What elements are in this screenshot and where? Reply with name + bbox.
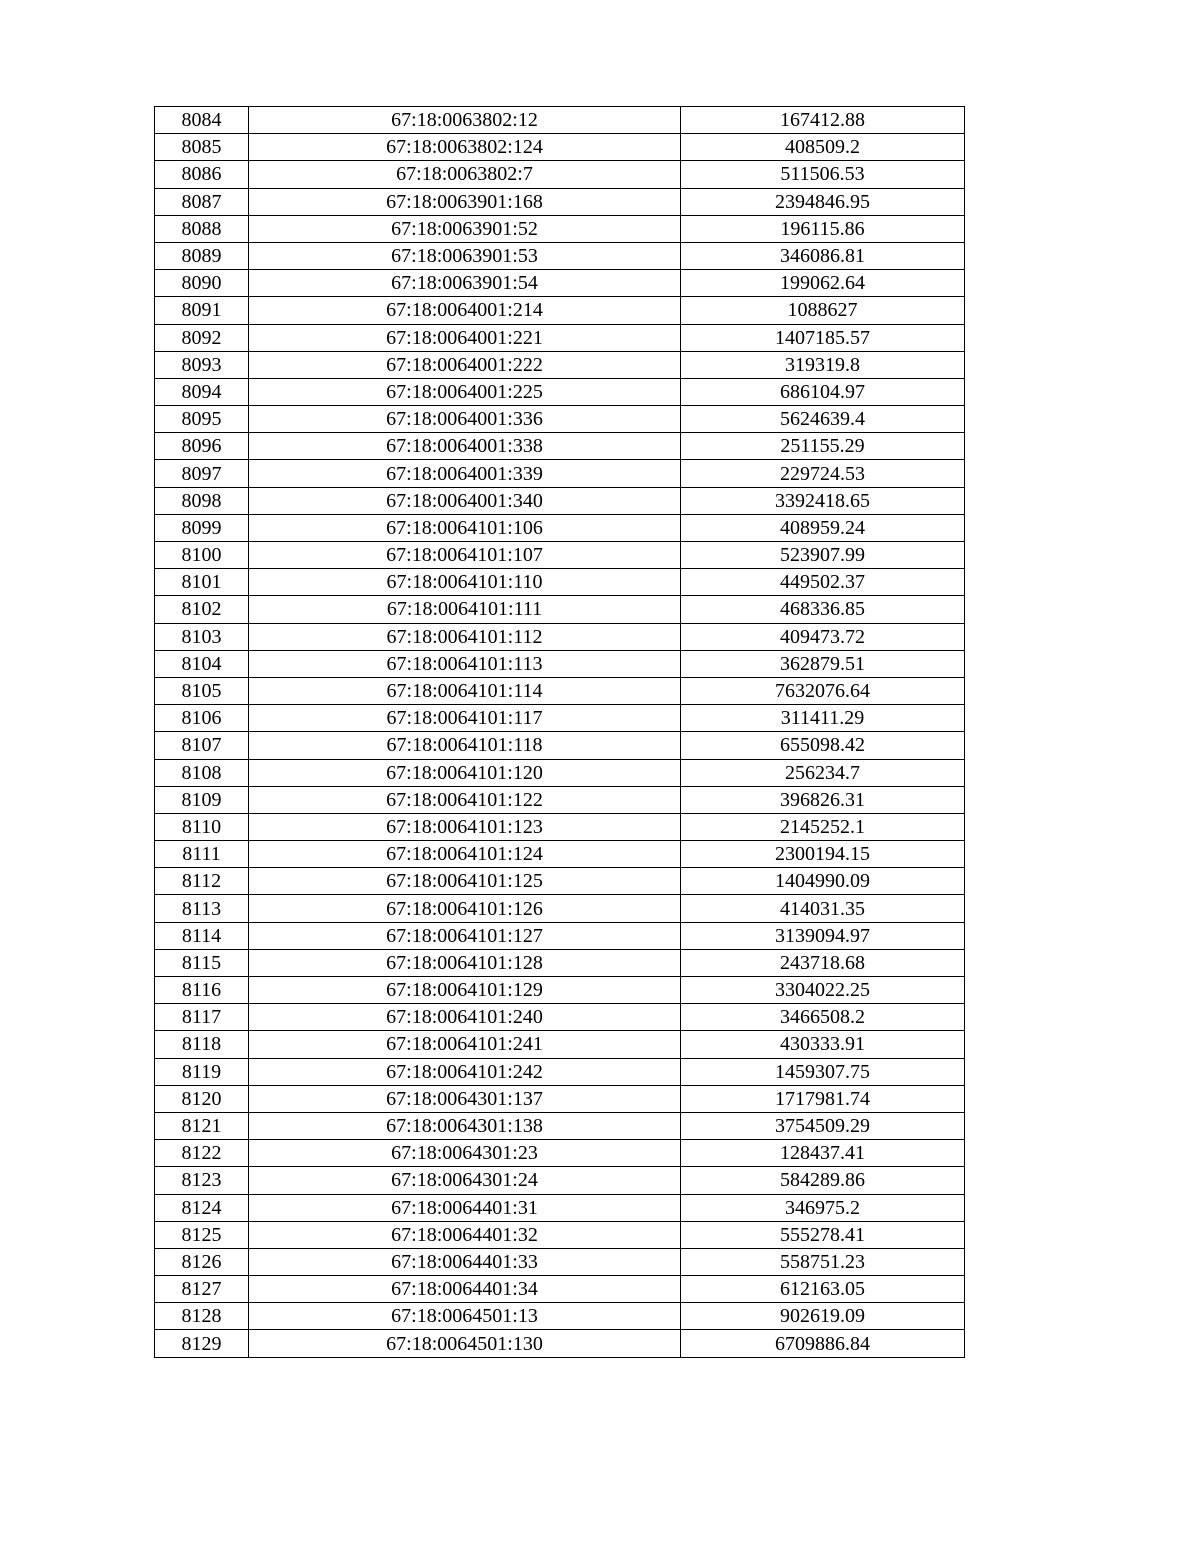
cadastral-number-cell: 67:18:0064101:111	[249, 596, 681, 623]
row-number-cell: 8111	[155, 841, 249, 868]
value-cell: 396826.31	[681, 786, 965, 813]
table-row	[155, 460, 965, 487]
row-number-cell: 8086	[155, 161, 249, 188]
cadastral-number-cell: 67:18:0064001:338	[249, 433, 681, 460]
table-row	[155, 324, 965, 351]
table-row	[155, 813, 965, 840]
row-number-cell: 8115	[155, 949, 249, 976]
value-cell: 408509.2	[681, 134, 965, 161]
table-row	[155, 107, 965, 134]
row-number-cell: 8085	[155, 134, 249, 161]
cadastral-number-cell: 67:18:0063901:52	[249, 215, 681, 242]
row-number-cell: 8109	[155, 786, 249, 813]
cadastral-number-cell: 67:18:0064101:107	[249, 542, 681, 569]
value-cell: 6709886.84	[681, 1330, 965, 1357]
row-number-cell: 8107	[155, 732, 249, 759]
cadastral-number-cell: 67:18:0064001:225	[249, 378, 681, 405]
cadastral-number-cell: 67:18:0064001:340	[249, 487, 681, 514]
cadastral-number-cell: 67:18:0064101:120	[249, 759, 681, 786]
row-number-cell: 8126	[155, 1248, 249, 1275]
row-number-cell: 8093	[155, 351, 249, 378]
row-number-cell: 8116	[155, 977, 249, 1004]
table-row	[155, 623, 965, 650]
cadastral-number-cell: 67:18:0063802:12	[249, 107, 681, 134]
value-cell: 3466508.2	[681, 1004, 965, 1031]
row-number-cell: 8128	[155, 1303, 249, 1330]
value-cell: 558751.23	[681, 1248, 965, 1275]
table-row	[155, 1058, 965, 1085]
table-row	[155, 596, 965, 623]
table-row	[155, 949, 965, 976]
row-number-cell: 8091	[155, 297, 249, 324]
value-cell: 1088627	[681, 297, 965, 324]
cadastral-number-cell: 67:18:0064101:129	[249, 977, 681, 1004]
cadastral-number-cell: 67:18:0063802:7	[249, 161, 681, 188]
row-number-cell: 8103	[155, 623, 249, 650]
cadastral-number-cell: 67:18:0063802:124	[249, 134, 681, 161]
table-row	[155, 1167, 965, 1194]
row-number-cell: 8120	[155, 1085, 249, 1112]
table-row	[155, 297, 965, 324]
table-row	[155, 1004, 965, 1031]
value-cell: 346086.81	[681, 242, 965, 269]
value-cell: 199062.64	[681, 270, 965, 297]
cadastral-number-cell: 67:18:0064101:128	[249, 949, 681, 976]
row-number-cell: 8112	[155, 868, 249, 895]
row-number-cell: 8113	[155, 895, 249, 922]
cadastral-number-cell: 67:18:0064101:110	[249, 569, 681, 596]
table-row	[155, 1221, 965, 1248]
row-number-cell: 8117	[155, 1004, 249, 1031]
row-number-cell: 8105	[155, 677, 249, 704]
cadastral-number-cell: 67:18:0064101:241	[249, 1031, 681, 1058]
value-cell: 408959.24	[681, 514, 965, 541]
row-number-cell: 8129	[155, 1330, 249, 1357]
table-row	[155, 732, 965, 759]
table-row	[155, 433, 965, 460]
value-cell: 468336.85	[681, 596, 965, 623]
value-cell: 414031.35	[681, 895, 965, 922]
value-cell: 256234.7	[681, 759, 965, 786]
value-cell: 1404990.09	[681, 868, 965, 895]
value-cell: 311411.29	[681, 705, 965, 732]
value-cell: 3139094.97	[681, 922, 965, 949]
table-row	[155, 351, 965, 378]
table-row	[155, 1248, 965, 1275]
table-row	[155, 215, 965, 242]
table-row	[155, 242, 965, 269]
cadastral-number-cell: 67:18:0064101:242	[249, 1058, 681, 1085]
cadastral-number-cell: 67:18:0064101:113	[249, 650, 681, 677]
value-cell: 243718.68	[681, 949, 965, 976]
table-row	[155, 514, 965, 541]
cadastral-number-cell: 67:18:0064401:31	[249, 1194, 681, 1221]
table-row	[155, 188, 965, 215]
table-row	[155, 378, 965, 405]
row-number-cell: 8122	[155, 1140, 249, 1167]
value-cell: 902619.09	[681, 1303, 965, 1330]
row-number-cell: 8098	[155, 487, 249, 514]
cadastral-number-cell: 67:18:0064101:112	[249, 623, 681, 650]
table-row	[155, 161, 965, 188]
row-number-cell: 8110	[155, 813, 249, 840]
cadastral-number-cell: 67:18:0063901:168	[249, 188, 681, 215]
value-cell: 3304022.25	[681, 977, 965, 1004]
cadastral-number-cell: 67:18:0064001:214	[249, 297, 681, 324]
value-cell: 511506.53	[681, 161, 965, 188]
row-number-cell: 8106	[155, 705, 249, 732]
cadastral-number-cell: 67:18:0064101:114	[249, 677, 681, 704]
value-cell: 584289.86	[681, 1167, 965, 1194]
cadastral-number-cell: 67:18:0064401:32	[249, 1221, 681, 1248]
table-row	[155, 487, 965, 514]
value-cell: 1407185.57	[681, 324, 965, 351]
table-row	[155, 1276, 965, 1303]
value-cell: 3392418.65	[681, 487, 965, 514]
row-number-cell: 8108	[155, 759, 249, 786]
row-number-cell: 8096	[155, 433, 249, 460]
value-cell: 409473.72	[681, 623, 965, 650]
table-row	[155, 406, 965, 433]
value-cell: 2394846.95	[681, 188, 965, 215]
value-cell: 2300194.15	[681, 841, 965, 868]
cadastral-number-cell: 67:18:0064101:240	[249, 1004, 681, 1031]
row-number-cell: 8123	[155, 1167, 249, 1194]
value-cell: 319319.8	[681, 351, 965, 378]
table-row	[155, 759, 965, 786]
table-body	[155, 107, 965, 1358]
table-row	[155, 1330, 965, 1357]
value-cell: 449502.37	[681, 569, 965, 596]
cadastral-number-cell: 67:18:0064101:117	[249, 705, 681, 732]
row-number-cell: 8099	[155, 514, 249, 541]
value-cell: 5624639.4	[681, 406, 965, 433]
table-row	[155, 786, 965, 813]
row-number-cell: 8119	[155, 1058, 249, 1085]
row-number-cell: 8097	[155, 460, 249, 487]
table-row	[155, 977, 965, 1004]
row-number-cell: 8095	[155, 406, 249, 433]
table-row	[155, 677, 965, 704]
row-number-cell: 8102	[155, 596, 249, 623]
value-cell: 555278.41	[681, 1221, 965, 1248]
row-number-cell: 8114	[155, 922, 249, 949]
cadastral-number-cell: 67:18:0064301:137	[249, 1085, 681, 1112]
row-number-cell: 8125	[155, 1221, 249, 1248]
value-cell: 655098.42	[681, 732, 965, 759]
table-row	[155, 1085, 965, 1112]
table-row	[155, 542, 965, 569]
value-cell: 346975.2	[681, 1194, 965, 1221]
cadastral-number-cell: 67:18:0063901:54	[249, 270, 681, 297]
value-cell: 686104.97	[681, 378, 965, 405]
cadastral-number-cell: 67:18:0064001:222	[249, 351, 681, 378]
row-number-cell: 8084	[155, 107, 249, 134]
value-cell: 229724.53	[681, 460, 965, 487]
value-cell: 612163.05	[681, 1276, 965, 1303]
table-row	[155, 1194, 965, 1221]
row-number-cell: 8104	[155, 650, 249, 677]
row-number-cell: 8118	[155, 1031, 249, 1058]
table-row	[155, 922, 965, 949]
row-number-cell: 8090	[155, 270, 249, 297]
cadastral-number-cell: 67:18:0064501:13	[249, 1303, 681, 1330]
table-row	[155, 1112, 965, 1139]
cadastral-number-cell: 67:18:0064301:23	[249, 1140, 681, 1167]
value-cell: 362879.51	[681, 650, 965, 677]
cadastral-number-cell: 67:18:0064101:127	[249, 922, 681, 949]
table-row	[155, 868, 965, 895]
table-row	[155, 895, 965, 922]
table-row	[155, 841, 965, 868]
cadastral-number-cell: 67:18:0064501:130	[249, 1330, 681, 1357]
table-row	[155, 569, 965, 596]
cadastral-number-cell: 67:18:0064401:33	[249, 1248, 681, 1275]
value-cell: 128437.41	[681, 1140, 965, 1167]
cadastral-number-cell: 67:18:0064001:339	[249, 460, 681, 487]
cadastral-number-cell: 67:18:0064101:106	[249, 514, 681, 541]
cadastral-number-cell: 67:18:0064101:118	[249, 732, 681, 759]
value-cell: 2145252.1	[681, 813, 965, 840]
value-cell: 7632076.64	[681, 677, 965, 704]
row-number-cell: 8092	[155, 324, 249, 351]
value-cell: 1459307.75	[681, 1058, 965, 1085]
table-row	[155, 134, 965, 161]
row-number-cell: 8094	[155, 378, 249, 405]
cadastral-number-cell: 67:18:0064101:126	[249, 895, 681, 922]
row-number-cell: 8089	[155, 242, 249, 269]
cadastral-number-cell: 67:18:0064001:221	[249, 324, 681, 351]
cadastral-number-cell: 67:18:0064101:122	[249, 786, 681, 813]
row-number-cell: 8088	[155, 215, 249, 242]
cadastral-number-cell: 67:18:0063901:53	[249, 242, 681, 269]
row-number-cell: 8100	[155, 542, 249, 569]
table-row	[155, 270, 965, 297]
row-number-cell: 8124	[155, 1194, 249, 1221]
value-cell: 430333.91	[681, 1031, 965, 1058]
cadastral-number-cell: 67:18:0064301:24	[249, 1167, 681, 1194]
value-cell: 3754509.29	[681, 1112, 965, 1139]
row-number-cell: 8087	[155, 188, 249, 215]
table-row	[155, 705, 965, 732]
cadastral-number-cell: 67:18:0064101:123	[249, 813, 681, 840]
table-row	[155, 1140, 965, 1167]
table-row	[155, 650, 965, 677]
cadastral-number-cell: 67:18:0064101:124	[249, 841, 681, 868]
value-cell: 196115.86	[681, 215, 965, 242]
cadastral-number-cell: 67:18:0064401:34	[249, 1276, 681, 1303]
row-number-cell: 8127	[155, 1276, 249, 1303]
row-number-cell: 8121	[155, 1112, 249, 1139]
cadastral-number-cell: 67:18:0064101:125	[249, 868, 681, 895]
cadastral-number-cell: 67:18:0064301:138	[249, 1112, 681, 1139]
row-number-cell: 8101	[155, 569, 249, 596]
value-cell: 167412.88	[681, 107, 965, 134]
table-row	[155, 1303, 965, 1330]
cadastral-number-cell: 67:18:0064001:336	[249, 406, 681, 433]
data-table	[154, 106, 965, 1358]
value-cell: 523907.99	[681, 542, 965, 569]
value-cell: 251155.29	[681, 433, 965, 460]
table-row	[155, 1031, 965, 1058]
value-cell: 1717981.74	[681, 1085, 965, 1112]
